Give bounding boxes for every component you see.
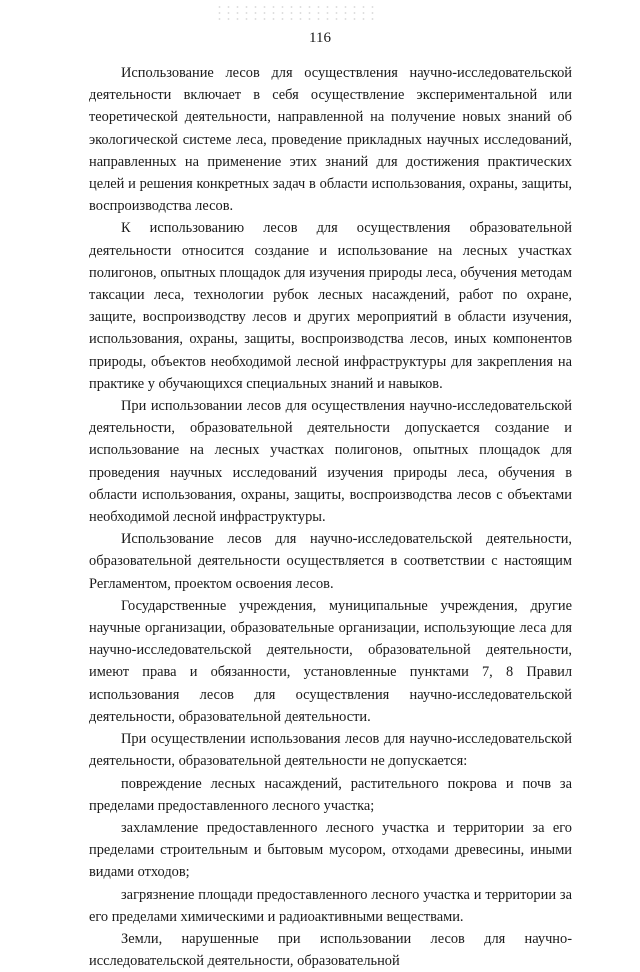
paragraph: К использованию лесов для осуществления образовательной деятельности относится создание и использование на лесных участках полигонов, опытных площадок для изучения природы леса, обучения методам таксации леса, технологии рубок лесных насаждений, работ по охране, защите, воспроизводству лесов и других мероприятий в области изучения, использования, охраны, защиты, воспроизводства лесов, иных компонентов природы, объектов необходимой лесной инфраструктуры для закрепления на практике у обучающихся специальных знаний и навыков. <box>89 220 572 392</box>
paragraph: Земли, нарушенные при использовании лесов для научно-исследовательской деятельности, образовательной <box>89 930 572 970</box>
paragraph: Государственные учреждения, муниципальные учреждения, другие научные организации, образовательные организации, использующие леса для научно-исследовательской деятельности, образовательной деятельности, имеют права и обязанности, установленные пунктами 7, 8 Правил использования лесов для осуществления научно-исследовательской деятельности, образовательной деятельности. <box>89 597 572 725</box>
list-item: захламление предоставленного лесного участка и территории за его пределами строительным и бытовым мусором, отходами древесины, иными видами отходов; <box>89 819 572 881</box>
list-item: загрязнение площади предоставленного лесного участка и территории за его пределами химическими и радиоактивными веществами. <box>89 886 572 925</box>
page-number: 116 <box>309 30 331 46</box>
paragraph: При использовании лесов для осуществления научно-исследовательской деятельности, образовательной деятельности допускается создание и использование на лесных участках полигонов, опытных площадок для проведения научных исследований изучения природы леса, обучения в области использования, охраны, защиты, воспроизводства лесов с объектами необходимой лесной инфраструктуры. <box>89 398 572 526</box>
scan-artifact <box>215 4 375 22</box>
paragraph: При осуществлении использования лесов для научно-исследовательской деятельности, образовательной деятельности не допускается: <box>89 731 572 770</box>
list-item: повреждение лесных насаждений, растительного покрова и почв за пределами предоставленного лесного участка; <box>89 775 572 814</box>
paragraph: Использование лесов для научно-исследовательской деятельности, образовательной деятельности осуществляется в соответствии с настоящим Регламентом, проектом освоения лесов. <box>89 531 572 592</box>
document-body <box>89 62 572 972</box>
paragraph: Использование лесов для осуществления научно-исследовательской деятельности включает в себя осуществление экспериментальной или теоретической деятельности, направленной на получение новых знаний об экологической системе леса, проведение прикладных научных исследований, направленных на применение этих знаний для достижения практических целей и решения конкретных задач в области использования, охраны, защиты, воспроизводства лесов. <box>89 65 572 215</box>
